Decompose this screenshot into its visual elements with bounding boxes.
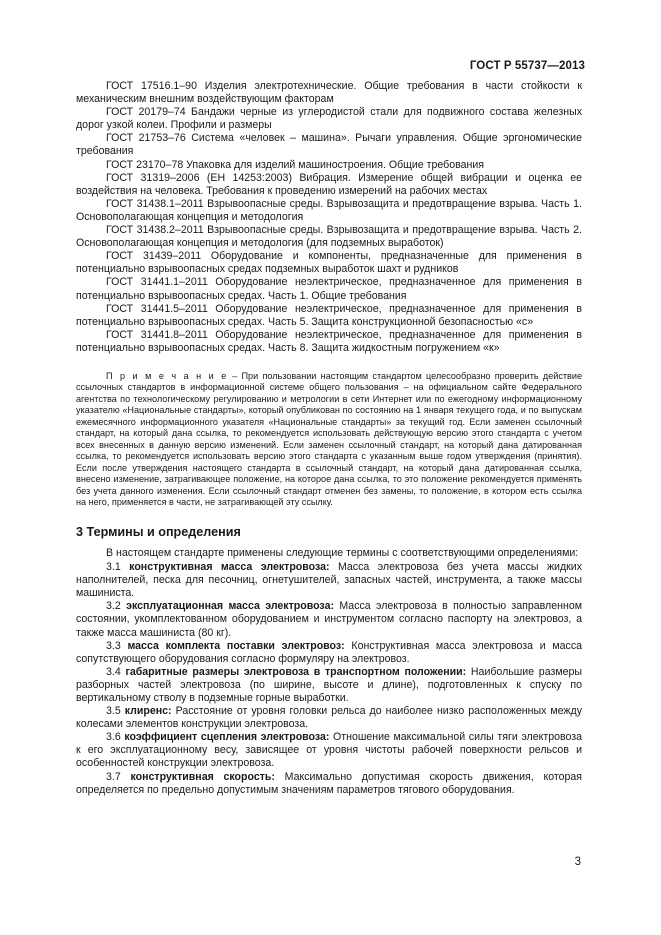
note-text: – При пользовании настоящим стандартом целесообразно проверить действие ссылочных стандартов в информационной системе общего пользования – на официальном сайте Федерального агентства по технологическому регулированию и метрологии в сети Интернет или по ежегодному информационному указателю «Национальные стандарты», который опубликован по состоянию на 1 января текущего года, и по выпускам ежемесячного информационного указателя «Национальные стандарты» за текущий год. Если заменен ссылочный стандарт, на который дана ссылка, то рекомендуется использовать действующую версию этого стандарта с учетом всех внесенных в данную версию изменений. Если заменен ссылочный стандарт, на который дана датированная ссылка, то рекомендуется использовать версию этого стандарта с указанным выше годом утверждения (принятия). Если после утверждения настоящего стандарта в ссылочный стандарт, на который дана датированная ссылка, внесено изменение, затрагивающее положение, на которое дана ссылка, то это положение рекомендуется применять без учета данного изменения. Если ссылочный стандарт отменен без замены, то положение, в котором есть ссылка на него, применяется в части, не затрагивающей эту ссылку. bbox=[76, 370, 583, 508]
term-definition: Масса электровоза в полностью заправленном состоянии, укомплектованном оборудованием и инструментом согласно паспорту на электровоз, а также масса машиниста (80 кг). bbox=[76, 600, 582, 639]
term-number: 3.3 bbox=[106, 639, 128, 652]
reference-item: ГОСТ 31441.8–2011 Оборудование неэлектрическое, предназначенное для применения в потенциально взрывоопасных средах. Часть 8. Защита жидкостным погружением «к» bbox=[76, 328, 582, 354]
term-number: 3.2 bbox=[106, 600, 127, 613]
reference-item: ГОСТ 31441.5–2011 Оборудование неэлектрическое, предназначенное для применения в потенциально взрывоопасных средах. Часть 5. Защита конструкционной безопасностью «с» bbox=[76, 302, 582, 328]
page-number: 3 bbox=[574, 856, 581, 868]
term-item bbox=[76, 561, 582, 600]
term-item bbox=[76, 600, 582, 639]
term-definition: Конструктивная масса электровоза и масса сопутствующего оборудования согласно формуляру на электровоз. bbox=[76, 639, 583, 665]
term-item bbox=[76, 666, 582, 705]
terms-list bbox=[76, 547, 582, 797]
term-name: масса комплекта поставки электровоз: bbox=[127, 639, 345, 652]
reference-list bbox=[76, 80, 582, 355]
term-definition: Наибольшие размеры разборных частей электровоза (по ширине, высоте и длине), подготовленных к спуску по вертикальному стволу в подземные горные выработки. bbox=[76, 665, 582, 704]
term-definition: Масса электровоза без учета массы жидких наполнителей, песка для песочниц, огнетушителей, запасных частей, инструмента, а также массы машиниста. bbox=[76, 561, 582, 600]
term-name: эксплуатационная масса электровоза: bbox=[126, 600, 334, 613]
term-item bbox=[76, 731, 582, 770]
term-number: 3.1 bbox=[106, 561, 130, 574]
reference-item: ГОСТ 20179–74 Бандажи черные из углеродистой стали для подвижного состава железных дорог узкой колеи. Профили и размеры bbox=[76, 106, 582, 132]
term-number: 3.6 bbox=[106, 731, 125, 744]
term-number: 3.5 bbox=[106, 705, 125, 718]
term-number: 3.7 bbox=[106, 770, 131, 783]
term-item bbox=[76, 705, 582, 731]
reference-item: ГОСТ 21753–76 Система «человек – машина». Рычаги управления. Общие эргономические требования bbox=[76, 132, 582, 158]
term-item bbox=[76, 640, 582, 666]
term-name: габаритные размеры электровоза в транспортном положении: bbox=[125, 665, 467, 678]
reference-item: ГОСТ 31439–2011 Оборудование и компоненты, предназначенные для применения в потенциально взрывоопасных средах подземных выработок шахт и рудников bbox=[76, 250, 582, 276]
document-code: ГОСТ Р 55737—2013 bbox=[469, 60, 585, 72]
note-paragraph bbox=[76, 371, 582, 509]
note-label: П р и м е ч а н и е bbox=[106, 370, 228, 381]
term-name: конструктивная масса электровоза: bbox=[129, 561, 330, 574]
term-item bbox=[76, 771, 582, 797]
term-name: клиренс: bbox=[124, 705, 172, 718]
terms-intro: В настоящем стандарте применены следующие термины с соответствующими определениями: bbox=[106, 546, 579, 559]
reference-item: ГОСТ 31438.1–2011 Взрывоопасные среды. Взрывозащита и предотвращение взрыва. Часть 1. Основополагающая концепция и методология bbox=[76, 197, 582, 223]
reference-item: ГОСТ 17516.1–90 Изделия электротехнические. Общие требования в части стойкости к механическим внешним воздействующим факторам bbox=[76, 80, 582, 106]
term-name: коэффициент сцепления электровоза: bbox=[124, 731, 330, 744]
term-definition: Отношение максимальной силы тяги электровоза к его эксплуатационному весу, зависящее от уровня чистоты рабочей поверхности рельсов и особенностей конструкции электровоза. bbox=[76, 731, 583, 770]
reference-item: ГОСТ 23170–78 Упаковка для изделий машиностроения. Общие требования bbox=[106, 158, 485, 171]
page-content bbox=[76, 80, 582, 797]
term-definition: Расстояние от уровня головки рельса до наиболее низко расположенных между колесами элементов конструкции электровоза. bbox=[76, 705, 582, 731]
reference-item: ГОСТ 31441.1–2011 Оборудование неэлектрическое, предназначенное для применения в потенциально взрывоопасных средах. Часть 1. Общие требования bbox=[76, 276, 582, 302]
reference-item: ГОСТ 31438.2–2011 Взрывоопасные среды. Взрывозащита и предотвращение взрыва. Часть 2. Основополагающая концепция и методология (для подземных выработок) bbox=[76, 224, 582, 250]
term-number: 3.4 bbox=[106, 665, 126, 678]
reference-item: ГОСТ 31319–2006 (ЕН 14253:2003) Вибрация. Измерение общей вибрации и оценка ее воздействия на человека. Требования к проведению измерений на рабочих местах bbox=[76, 171, 582, 197]
section-title: 3 Термины и определения bbox=[76, 524, 241, 539]
term-definition: Максимально допустимая скорость движения, которая определяется по предельно допустимым значениям параметров тягового оборудования. bbox=[76, 770, 582, 796]
term-name: конструктивная скорость: bbox=[130, 770, 275, 783]
